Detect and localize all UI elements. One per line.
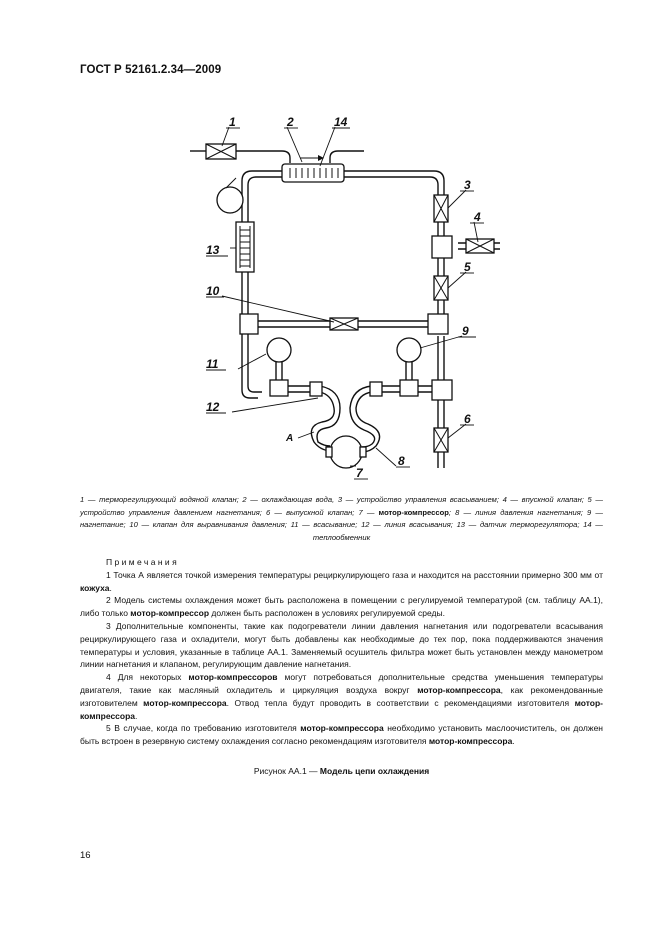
figure-caption	[80, 766, 603, 776]
note-5: 5 В случае, когда по требованию изготовителя мотор-компрессора необходимо установить маслоочиститель, он должен быть встроен в резервную систему охлаждения согласно рекомендациям изготовителя мотор-компрессора.	[80, 723, 603, 747]
note-2: 2 Модель системы охлаждения может быть расположена в помещении с регулируемой температурой (см. таблицу АА.1), либо только мотор-компрессор должен быть расположен в условиях регулируемой среды.	[80, 595, 603, 619]
legend-num: 13	[456, 520, 466, 530]
legend-text: всасывание;	[313, 520, 358, 530]
legend-text: впускной клапан;	[521, 495, 584, 504]
figure-legend: 1 — терморегулирующий водяной клапан; 2 — охлаждающая вода, 3 — устройство управления всасыванием; 4 — впускной клапан; 5 — устройство управления давлением нагнетания; 6 — выпускной клапан; 7 — мотор-компрессор; 8 — линия давления нагнетания; 9 — нагнетание; 10 — клапан для выравнивания давления; 11 — всасывание; 12 — линия всасывания; 13 — датчик терморегулятора; 14 — теплообменник	[80, 495, 603, 542]
legend-num: 1	[80, 495, 85, 504]
legend-num: 11	[290, 520, 299, 530]
legend-text: линия давления нагнетания;	[475, 507, 583, 517]
legend-text: охлаждающая вода,	[261, 495, 335, 504]
legend-text: выпускной клапан;	[286, 507, 355, 517]
legend-text: мотор-компрессор	[378, 507, 449, 517]
legend-num: 8	[455, 507, 460, 517]
label-9: 9	[462, 324, 469, 338]
cooling-circuit-diagram	[180, 110, 520, 490]
legend-text: теплообменник	[312, 532, 371, 542]
label-1: 1	[229, 115, 236, 129]
legend-num: 14	[583, 520, 592, 530]
label-12: 12	[206, 400, 220, 414]
label-7: 7	[356, 466, 363, 480]
label-3: 3	[464, 178, 471, 192]
legend-num: 4	[502, 495, 507, 504]
legend-num: 7	[358, 507, 363, 517]
legend-text: нагнетание;	[80, 520, 126, 530]
pipe-top-right-inner	[344, 177, 438, 195]
legend-tail: ;	[448, 507, 451, 517]
legend-text: устройство управления всасыванием;	[356, 495, 499, 504]
suction-line	[311, 392, 334, 451]
legend-num: 2	[242, 495, 247, 504]
label-6: 6	[464, 412, 471, 426]
label-14: 14	[334, 115, 348, 129]
document-header: ГОСТ Р 52161.2.34—2009	[80, 64, 222, 76]
caption-prefix: Рисунок АА.1 —	[253, 766, 320, 776]
legend-num: 6	[266, 507, 271, 517]
legend-num: 12	[361, 520, 370, 530]
legend-text: терморегулирующий водяной клапан;	[99, 495, 239, 504]
legend-num: 5	[587, 495, 592, 504]
label-11: 11	[206, 357, 219, 371]
pipe-top-right-outer	[344, 171, 444, 195]
notes-title: Примечания	[106, 557, 180, 567]
label-point-a: A	[286, 433, 294, 444]
page-number: 16	[80, 850, 91, 861]
legend-num: 3	[337, 495, 343, 504]
water-line-out	[330, 151, 364, 163]
label-10: 10	[206, 284, 220, 298]
label-5: 5	[464, 260, 471, 274]
water-line-mid	[236, 151, 290, 163]
legend-num: 9	[587, 507, 592, 517]
legend-text: линия всасывания;	[384, 520, 453, 530]
legend-text: устройство управления давлением нагнетания;	[80, 507, 262, 517]
note-4: 4 Для некоторых мотор-компрессоров могут потребоваться дополнительные средства уменьшения температуры двигателя, такие как масляный охладитель и циркуляция воздуха вокруг мотор-компрессора, как рекомендованные изготовителем мотор-компрессора. Отвод тепла будут проводить в соответствии с рекомендациями изготовителя мотор-компрессора.	[80, 672, 603, 721]
legend-text: датчик терморегулятора;	[479, 520, 580, 530]
legend-text: клапан для выравнивания давления;	[152, 520, 287, 530]
label-13: 13	[206, 243, 220, 257]
label-4: 4	[474, 210, 481, 224]
note-1: 1 Точка А является точкой измерения температуры рециркулирующего газа и находится на расстоянии примерно 300 мм от кожуха.	[80, 569, 603, 593]
caption-title: Модель цепи охлаждения	[319, 766, 430, 776]
label-8: 8	[398, 454, 405, 468]
legend-num: 10	[129, 520, 138, 530]
note-3: 3 Дополнительные компоненты, такие как подогреватели линии давления нагнетания или подогреватели всасывания рециркулирующего газа и охладители, могут быть добавлены как необходимые до тех пор, пока поддерживаются значения температуры и условия, указанные в таблице АА.1. Заменяемый осушитель фильтра может быть установлен между манометром линии нагнетания и клапаном, регулирующим давление нагнетания.	[80, 620, 603, 670]
notes-section	[80, 556, 603, 748]
label-2: 2	[287, 115, 294, 129]
